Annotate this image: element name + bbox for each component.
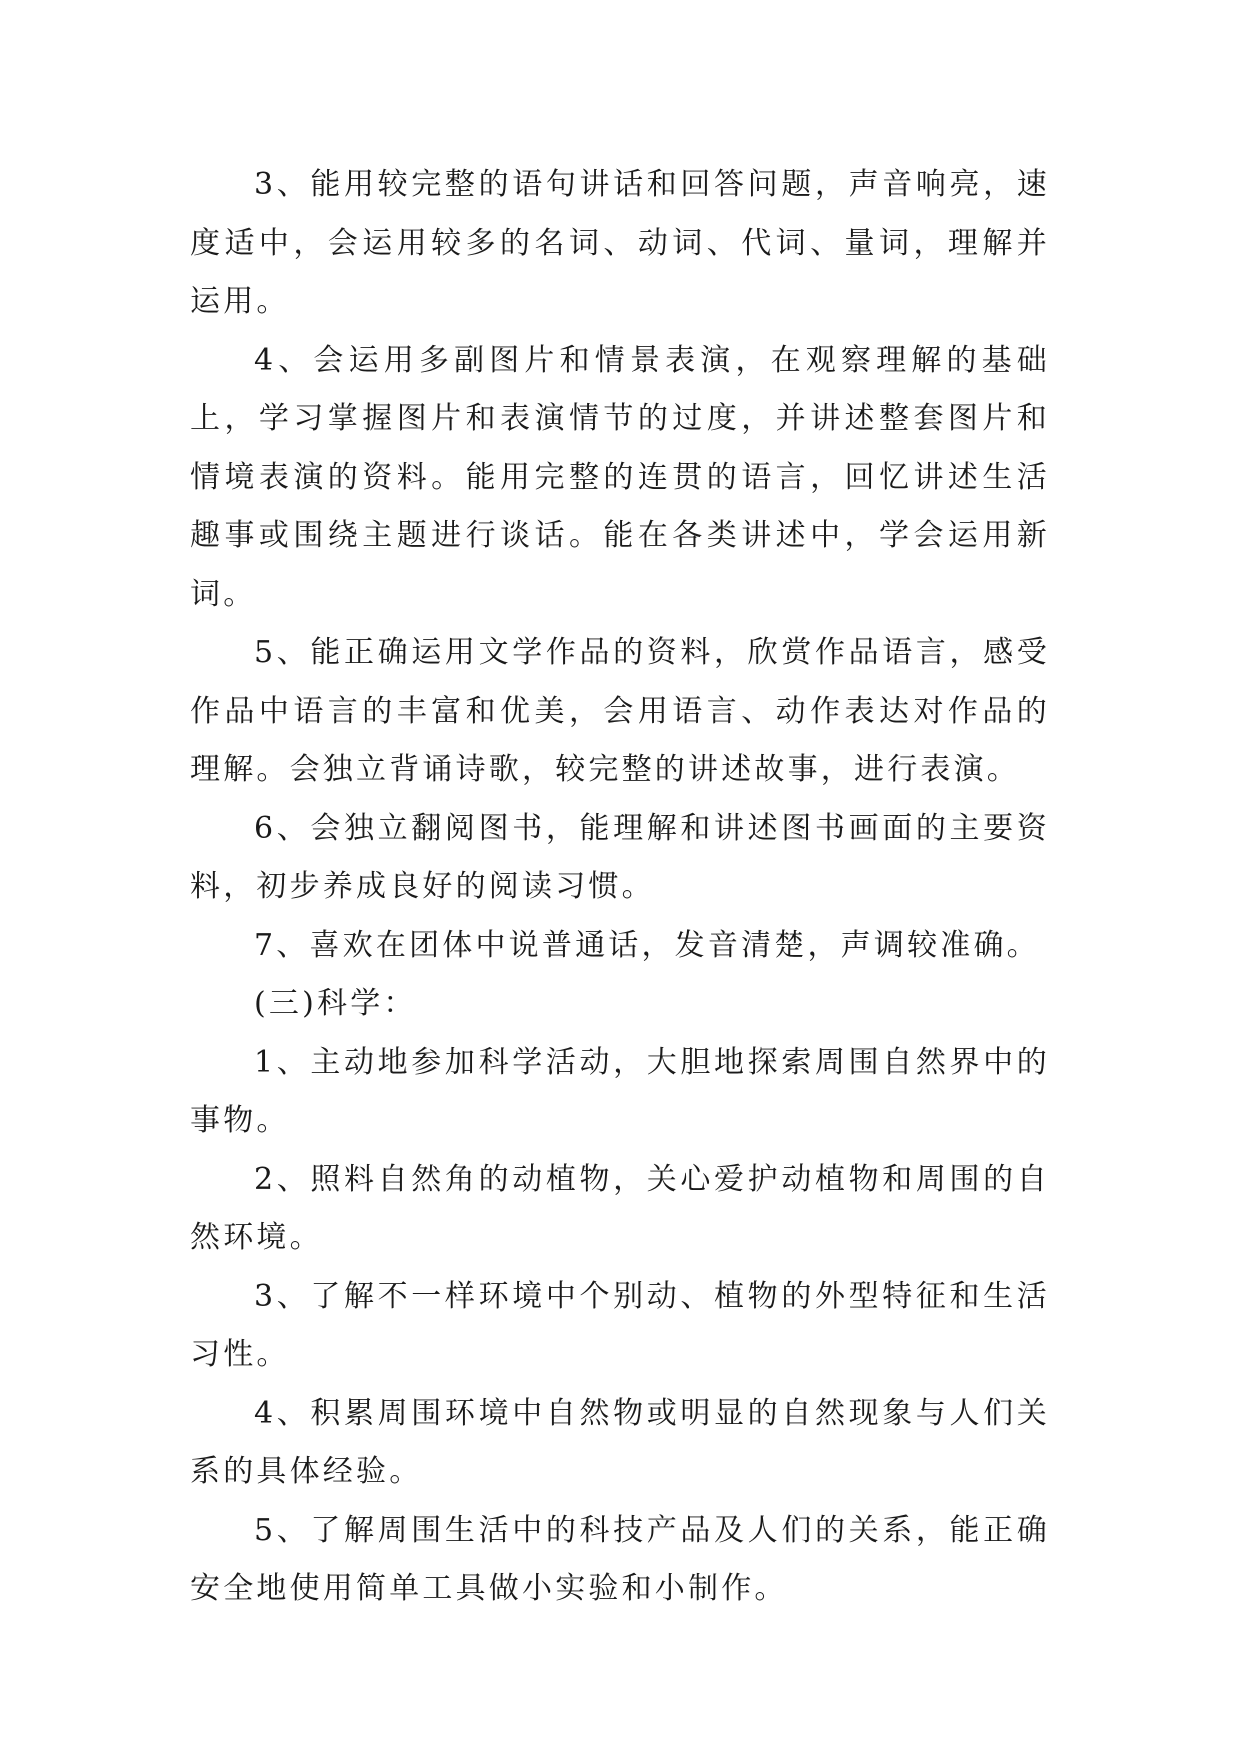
paragraph-language-6: 6、会独立翻阅图书，能理解和讲述图书画面的主要资料，初步养成良好的阅读习惯。 bbox=[190, 810, 1050, 904]
paragraph-language-7: 7、喜欢在团体中说普通话，发音清楚，声调较准确。 bbox=[254, 927, 1040, 963]
paragraph-science-2: 2、照料自然角的动植物，关心爱护动植物和周围的自然环境。 bbox=[190, 1161, 1050, 1255]
paragraph-science-1: 1、主动地参加科学活动，大胆地探索周围自然界中的事物。 bbox=[190, 1044, 1050, 1138]
document-body bbox=[190, 156, 1050, 1619]
paragraph-language-5: 5、能正确运用文学作品的资料，欣赏作品语言，感受作品中语言的丰富和优美，会用语言、动作表达对作品的理解。会独立背诵诗歌，较完整的讲述故事，进行表演。 bbox=[190, 635, 1050, 787]
paragraph-science-4: 4、积累周围环境中自然物或明显的自然现象与人们关系的具体经验。 bbox=[190, 1395, 1050, 1489]
section-heading-science: (三)科学： bbox=[254, 986, 417, 1021]
paragraph-science-5: 5、了解周围生活中的科技产品及人们的关系，能正确安全地使用简单工具做小实验和小制作。 bbox=[190, 1512, 1050, 1606]
paragraph-science-3: 3、了解不一样环境中个别动、植物的外型特征和生活习性。 bbox=[190, 1278, 1050, 1372]
paragraph-language-4: 4、会运用多副图片和情景表演，在观察理解的基础上，学习掌握图片和表演情节的过度，并讲述整套图片和情境表演的资料。能用完整的连贯的语言，回忆讲述生活趣事或围绕主题进行谈话。能在各类讲述中，学会运用新词。 bbox=[190, 342, 1050, 612]
paragraph-language-3: 3、能用较完整的语句讲话和回答问题，声音响亮，速度适中，会运用较多的名词、动词、代词、量词，理解并运用。 bbox=[190, 167, 1050, 319]
